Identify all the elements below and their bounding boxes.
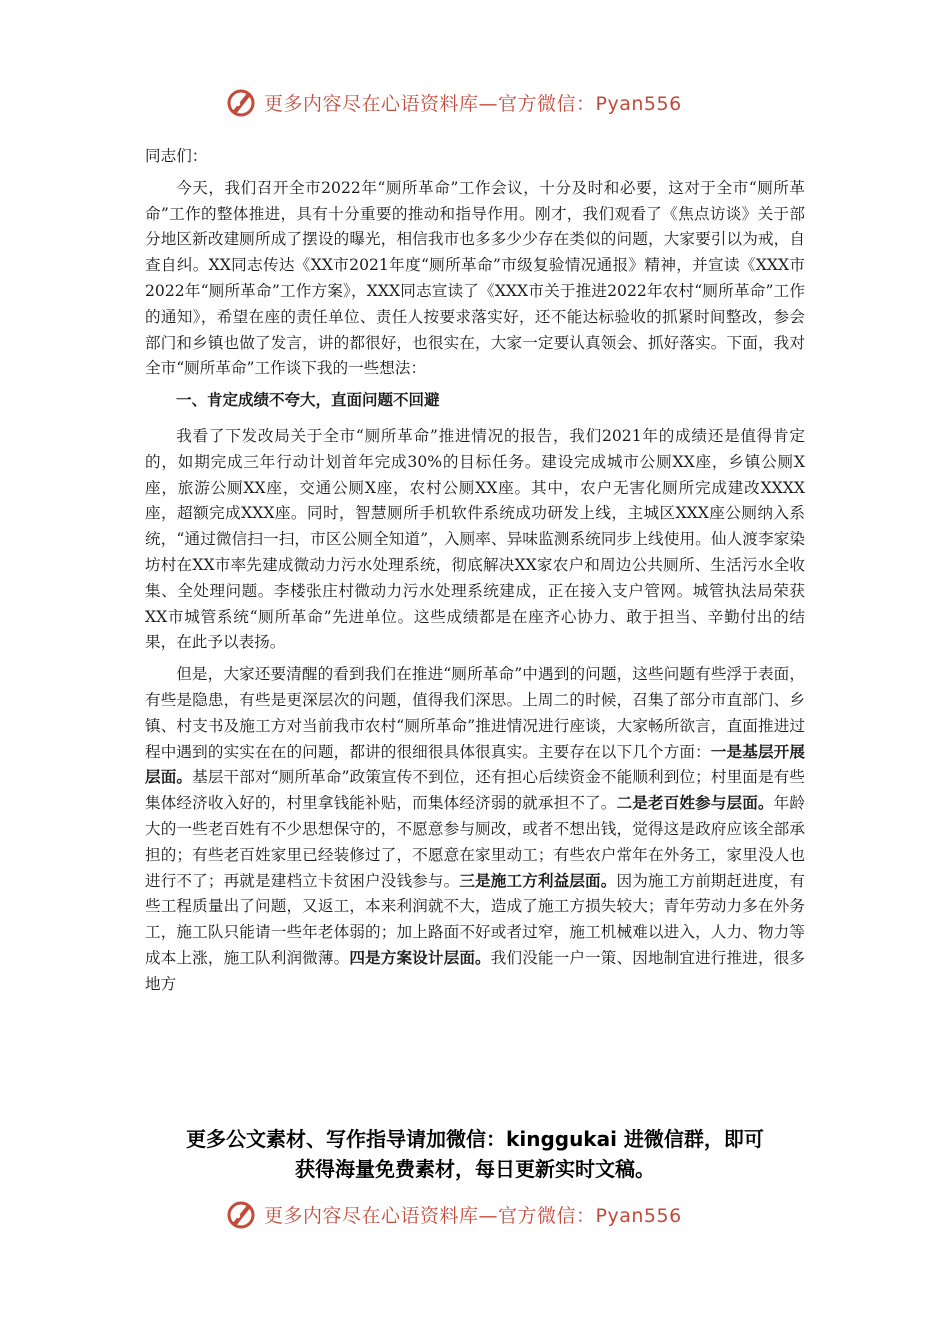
bold-point-1: 一是基层开展层面。 <box>145 742 805 787</box>
footer-banner-text: 更多内容尽在心语资料库—官方微信：Pyan556 <box>264 1204 682 1227</box>
header-banner <box>226 84 746 120</box>
problems-text-3: 因为施工方前期赶进度，有些工程质量出了问题，又返工，本来利润就不大，造成了施工方损失较大；青年劳动力多在外务工，施工队只能请一些年老体弱的；加上路面不好或者过窄，施工机械难以进入，人力、物力等成本上涨，施工队利润微薄。 <box>145 871 805 967</box>
brand-logo-icon <box>226 1198 258 1230</box>
paragraph-intro: 今天，我们召开全市2022年“厕所革命”工作会议，十分及时和必要，这对于全市“厕所革命”工作的整体推进，具有十分重要的推动和指导作用。刚才，我们观看了《焦点访谈》关于部分地区新改建厕所成了摆设的曝光，相信我市也多多少少存在类似的问题，大家要引以为戒，自查自纠。XX同志传达《XX市2021年度“厕所革命”市级复验情况通报》精神，并宣读《XXX市2022年“厕所革命”工作方案》，XXX同志宣读了《XXX市关于推进2022年农村“厕所革命”工作的通知》，希望在座的责任单位、责任人按要求落实好，还不能达标验收的抓紧时间整改，参会部门和乡镇也做了发言，讲的都很好，也很实在，大家一定要认真领会、抓好落实。下面，我对全市“厕所革命”工作谈下我的一些想法： <box>145 178 805 378</box>
document-body <box>145 144 805 1004</box>
footer-banner <box>226 1196 746 1232</box>
section-heading-1: 一、肯定成绩不夸大，直面问题不回避 <box>176 391 440 410</box>
brand-logo-icon <box>226 86 258 118</box>
promo-line-1: 更多公文素材、写作指导请加微信：kinggukai 进微信群，即可 <box>186 1127 764 1151</box>
paragraph-problems <box>145 662 805 997</box>
paragraph-achievements: 我看了下发改局关于全市“厕所革命”推进情况的报告，我们2021年的成绩还是值得肯定的，如期完成三年行动计划首年完成30%的目标任务。建设完成城市公厕XX座，乡镇公厕X座，旅游公厕XX座，交通公厕X座，农村公厕XX座。其中，农户无害化厕所完成建改XXXX座，超额完成XXX座。同时，智慧厕所手机软件系统成功研发上线，主城区XXX座公厕纳入系统，“通过微信扫一扫，市区公厕全知道”，入厕率、异味监测系统同步上线使用。仙人渡李家染坊村在XX市率先建成微动力污水处理系统，彻底解决XX家农户和周边公共厕所、生活污水全收集、全处理问题。李楼张庄村微动力污水处理系统建成，正在接入支户管网。城管执法局荣获XX市城管系统“厕所革命”先进单位。这些成绩都是在座齐心协力、敢于担当、辛勤付出的结果，在此予以表扬。 <box>145 426 805 652</box>
problems-intro-text: 但是，大家还要清醒的看到我们在推进“厕所革命”中遇到的问题，这些问题有些浮于表面，有些是隐患，有些是更深层次的问题，值得我们深思。上周二的时候，召集了部分市直部门、乡镇、村支书及施工方对当前我市农村“厕所革命”推进情况进行座谈，大家畅所欲言，直面推进过程中遇到的实实在在的问题，都讲的很细很具体很真实。主要存在以下几个方面： <box>145 665 805 761</box>
bold-point-3: 三是施工方利益层面。 <box>459 871 617 890</box>
problems-text-1: 基层干部对“厕所革命”政策宣传不到位，还有担心后续资金不能顺利到位；村里面是有些集体经济收入好的，村里拿钱能补贴，而集体经济弱的就承担不了。 <box>145 768 805 813</box>
salutation: 同志们： <box>145 147 208 165</box>
problems-text-4: 我们没能一户一策、因地制宜进行推进，很多地方 <box>145 948 805 993</box>
problems-text-2: 年龄大的一些老百姓有不少思想保守的，不愿意参与厕改，或者不想出钱，觉得这是政府应该全部承担的；有些老百姓家里已经装修过了，不愿意在家里动工；有些农户常年在外务工，家里没人也进行不了；再就是建档立卡贫困户没钱参与。 <box>145 794 805 890</box>
promo-notice <box>120 1124 830 1184</box>
header-banner-text: 更多内容尽在心语资料库—官方微信：Pyan556 <box>264 92 682 115</box>
bold-point-2: 二是老百姓参与层面。 <box>616 794 774 813</box>
promo-line-2: 获得海量免费素材，每日更新实时文稿。 <box>295 1157 655 1181</box>
bold-point-4: 四是方案设计层面。 <box>349 948 491 967</box>
